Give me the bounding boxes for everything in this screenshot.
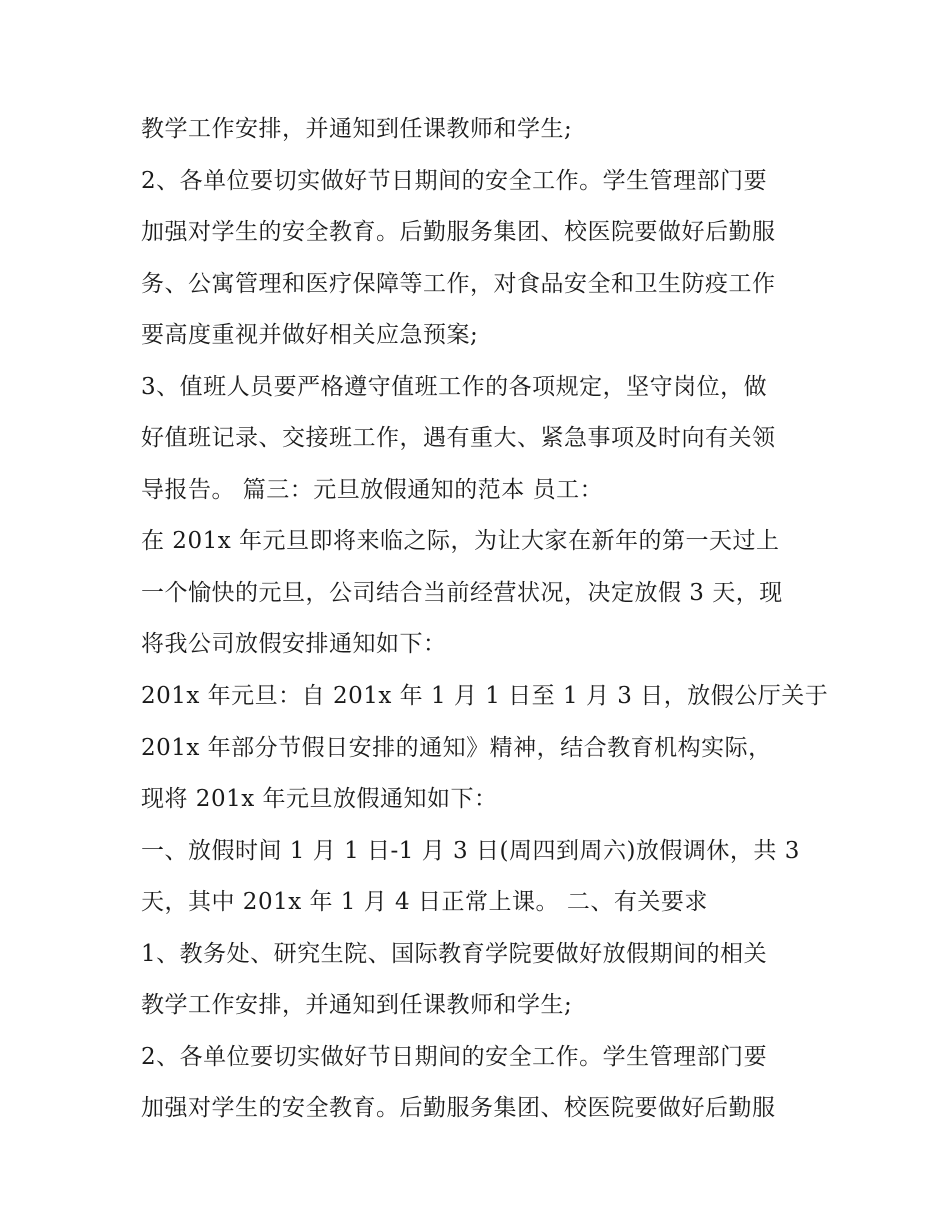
text-line: 导报告。 篇三：元旦放假通知的范本 员工： [141,476,604,503]
text-line: 天，其中 201x 年 1 月 4 日正常上课。 二、有关要求 [141,889,708,916]
text-line: 务、公寓管理和医疗保障等工作，对食品安全和卫生防疫工作 [141,270,776,297]
text-line: 1、教务处、研究生院、国际教育学院要做好放假期间的相关 [141,940,768,967]
text-line: 3、值班人员要严格遵守值班工作的各项规定，坚守岗位，做 [141,373,768,400]
text-line: 现将 201x 年元旦放假通知如下： [141,786,498,813]
text-line: 201x 年元旦：自 201x 年 1 月 1 日至 1 月 3 日，放假公厅关于 [141,683,829,710]
text-line: 好值班记录、交接班工作，遇有重大、紧急事项及时向有关领 [141,425,776,452]
text-line: 一、放假时间 1 月 1 日-1 月 3 日(周四到周六)放假调休，共 3 [141,837,800,864]
text-line: 201x 年部分节假日安排的通知》精神，结合教育机构实际， [141,734,772,761]
document-body [141,104,831,1135]
text-line: 将我公司放假安排通知如下： [141,631,447,658]
text-line: 加强对学生的安全教育。后勤服务集团、校医院要做好后勤服 [141,1095,776,1122]
text-line: 在 201x 年元旦即将来临之际，为让大家在新年的第一天过上 [141,528,780,555]
text-line: 2、各单位要切实做好节日期间的安全工作。学生管理部门要 [141,167,768,194]
text-line: 加强对学生的安全教育。后勤服务集团、校医院要做好后勤服 [141,219,776,246]
text-line: 教学工作安排，并通知到任课教师和学生; [141,116,573,142]
text-line: 教学工作安排，并通知到任课教师和学生; [141,992,573,1019]
text-line: 2、各单位要切实做好节日期间的安全工作。学生管理部门要 [141,1043,768,1070]
text-line: 一个愉快的元旦，公司结合当前经营状况，决定放假 3 天，现 [141,579,783,606]
text-line: 要高度重视并做好相关应急预案; [141,322,479,349]
